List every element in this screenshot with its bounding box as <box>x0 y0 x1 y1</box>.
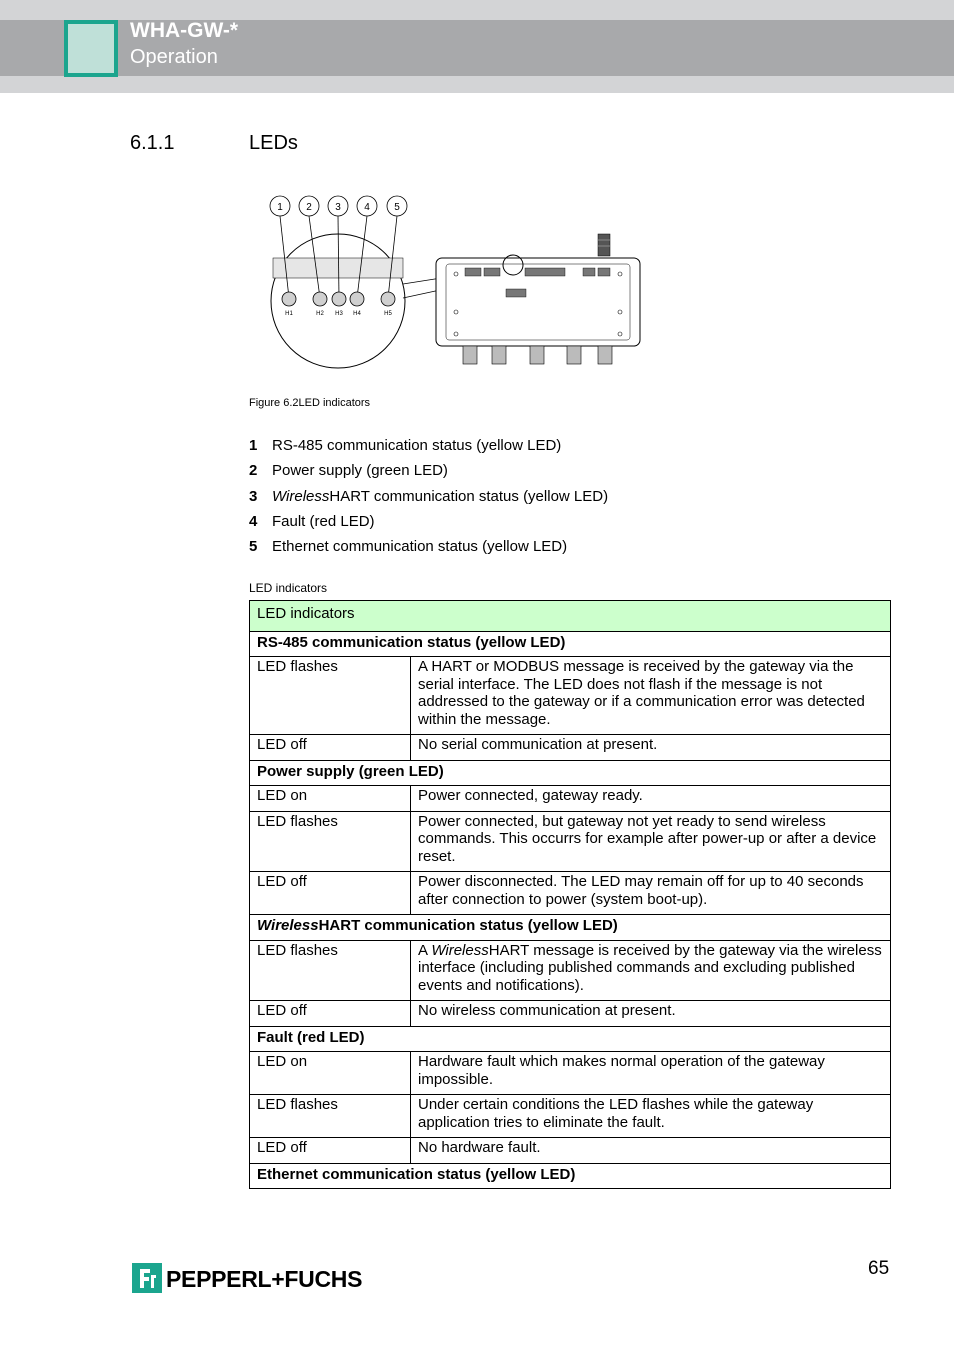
chapter-marker-icon <box>64 20 118 77</box>
table-header: LED indicators <box>250 601 891 632</box>
svg-text:2: 2 <box>306 202 312 213</box>
header-bottom-strip <box>0 76 954 93</box>
document-title: WHA-GW-* <box>130 19 239 42</box>
legend-item: 1 RS-485 communication status (yellow LED) <box>249 437 562 454</box>
callout-1 <box>270 196 290 216</box>
svg-text:4: 4 <box>364 202 370 213</box>
callout-4 <box>357 196 377 216</box>
callout-5 <box>387 196 407 216</box>
led-indicators-table <box>249 600 891 1189</box>
brand-name: PEPPERL+FUCHS <box>166 1266 363 1292</box>
led-label-h3: H3 <box>335 311 343 317</box>
table-row: LED flashes A HART or MODBUS message is received by the gateway via the serial interface. The LED does not flash if the message is not addressed to the gateway or if a communication error was detected within the message. <box>250 657 891 735</box>
table-row: LED off No hardware fault. <box>250 1138 891 1164</box>
led-legend <box>249 436 608 562</box>
header-top-strip <box>0 0 954 20</box>
svg-text:1: 1 <box>277 202 283 213</box>
table-row: LED off No serial communication at present. <box>250 735 891 761</box>
led-figure <box>260 188 650 378</box>
table-row: LED off Power disconnected. The LED may remain off for up to 40 seconds after connection to power (system boot-up). <box>250 872 891 915</box>
table-row: LED on Hardware fault which makes normal operation of the gateway impossible. <box>250 1052 891 1095</box>
callout-3 <box>328 196 348 216</box>
chapter-title: Operation <box>130 46 218 68</box>
table-row: LED flashes A WirelessHART message is received by the gateway via the wireless interface (including published commands and excluding published events and notifications). <box>250 940 891 1001</box>
figure-caption: Figure 6.2LED indicators <box>249 397 371 409</box>
led-label-h5: H5 <box>384 311 392 317</box>
table-header-row <box>250 601 891 632</box>
pepperl-fuchs-logo-icon <box>132 1263 162 1293</box>
led-label-h2: H2 <box>316 311 324 317</box>
table-row: LED flashes Power connected, but gateway not yet ready to send wireless commands. This occurrs for example after power-up or after a device reset. <box>250 811 891 872</box>
table-group-row: Ethernet communication status (yellow LED) <box>250 1163 891 1189</box>
section-number: 6.1.1 <box>130 132 175 154</box>
section-title: LEDs <box>249 132 298 154</box>
legend-item: 2 Power supply (green LED) <box>249 462 448 480</box>
svg-text:5: 5 <box>394 202 400 213</box>
led-label-h4: H4 <box>353 311 361 317</box>
table-group-row: Power supply (green LED) <box>250 760 891 786</box>
legend-item: 4 Fault (red LED) <box>249 512 375 530</box>
gateway-device-drawing <box>436 234 640 364</box>
table-row: LED on Power connected, gateway ready. <box>250 786 891 812</box>
legend-item: 3 WirelessHART communication status (yellow LED) <box>249 487 609 505</box>
table-group-row: WirelessHART communication status (yellow LED) <box>250 915 891 941</box>
led-label-h1: H1 <box>285 311 293 317</box>
table-row: LED flashes Under certain conditions the LED flashes while the gateway application tries to eliminate the fault. <box>250 1095 891 1138</box>
svg-text:3: 3 <box>335 202 341 213</box>
table-group-row: Fault (red LED) <box>250 1026 891 1052</box>
callout-2 <box>299 196 319 216</box>
page-number: 65 <box>868 1258 890 1279</box>
table-row: LED off No wireless communication at present. <box>250 1001 891 1027</box>
table-caption: LED indicators <box>249 581 328 595</box>
legend-item: 5 Ethernet communication status (yellow LED) <box>249 538 568 556</box>
table-group-row: RS-485 communication status (yellow LED) <box>250 631 891 657</box>
